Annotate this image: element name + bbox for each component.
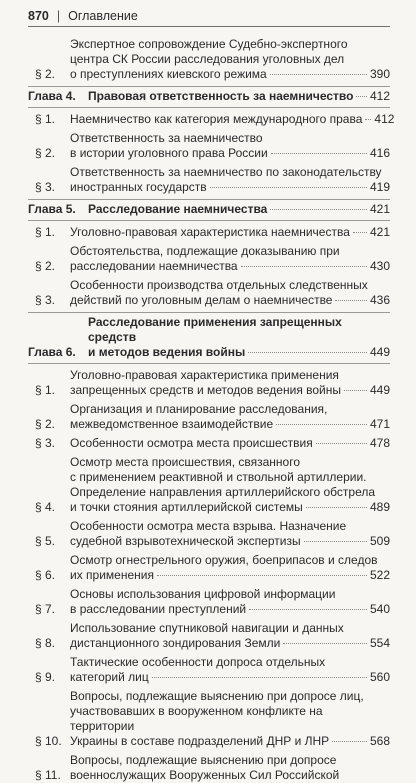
section-entry: [35, 587, 390, 617]
section-entry: [35, 165, 390, 195]
entry-title-last-line: [88, 202, 390, 217]
entry-title-line: Правовая ответственность за наемничество: [88, 89, 354, 103]
section-label: § 2.: [35, 259, 56, 273]
entry-title-line: запрещенных средств и методов ведения войны: [70, 383, 342, 397]
entry-title: [70, 519, 390, 549]
running-title: Оглавление: [68, 9, 138, 23]
dot-leader: [276, 424, 367, 425]
chapter-entry: [28, 199, 390, 221]
page-ref: 449: [369, 345, 390, 359]
entry-title: [88, 315, 390, 360]
entry-title: [70, 553, 390, 583]
section-entry: [35, 621, 390, 651]
dot-leader: [210, 187, 367, 188]
entry-title-line: военнослужащих Вооруженных Сил Российской: [70, 768, 340, 782]
entry-title-last-line: [70, 636, 390, 651]
entry-title-last-line: [70, 225, 390, 240]
page-ref: 412: [369, 89, 390, 103]
entry-title-line: Расследование наемничества: [88, 202, 268, 216]
entry-title-last-line: [70, 259, 390, 274]
page-ref: 430: [369, 259, 390, 273]
section-entry: [35, 368, 390, 398]
chapter-label: Глава 5.: [28, 202, 76, 216]
entry-title-line: Уголовно-правовая характеристика наемничества: [70, 225, 350, 239]
entry-title-line: Осмотр огнестрельного оружия, боеприпасов и следов: [70, 553, 378, 567]
page-ref: 416: [369, 146, 390, 160]
entry-title-last-line: [70, 670, 390, 685]
section-label: § 4.: [35, 500, 56, 514]
section-label: § 3.: [35, 436, 56, 450]
section-entry: [35, 225, 390, 240]
page-ref: 478: [369, 436, 390, 450]
section-label: § 3.: [35, 293, 56, 307]
entry-title-line: о преступлениях киевского режима: [70, 67, 267, 81]
dot-leader: [270, 74, 367, 75]
entry-title-line: Обстоятельства, подлежащие доказыванию при: [70, 244, 340, 258]
section-label: § 8.: [35, 636, 56, 650]
page-ref: 489: [369, 500, 390, 514]
entry-title: [70, 455, 390, 515]
entry-title-last-line: [88, 89, 390, 104]
entry-title-last-line: [70, 534, 390, 549]
dot-leader: [270, 209, 367, 210]
entry-title-line: Особенности осмотра места взрыва. Назначение: [70, 519, 347, 533]
dot-leader: [304, 541, 367, 542]
section-entry: [35, 655, 390, 685]
entry-title: [70, 402, 390, 432]
entry-title: [70, 436, 390, 451]
page-ref: 421: [369, 225, 390, 239]
page-ref: 390: [369, 67, 390, 81]
entry-title-line: в расследовании преступлений: [70, 602, 247, 616]
section-label: § 2.: [35, 417, 56, 431]
entry-title: [70, 587, 390, 617]
entry-title-line: Ответственность за наемничество по законодательству: [70, 165, 382, 179]
section-label: § 2.: [35, 67, 56, 81]
entry-title: [70, 278, 390, 308]
entry-title-line: и точки стояния артиллерийской системы: [70, 500, 303, 514]
dot-leader: [344, 390, 367, 391]
entry-title: [88, 202, 390, 217]
entry-title-line: дистанционного зондирования Земли: [70, 636, 281, 650]
entry-title-line: действий по уголовным делам о наемничестве: [70, 293, 333, 307]
section-label: § 10.: [35, 734, 62, 748]
page-ref: 419: [369, 180, 390, 194]
page-ref: 568: [369, 734, 390, 748]
dot-leader: [271, 153, 367, 154]
section-label: § 1.: [35, 112, 56, 126]
section-label: § 5.: [35, 534, 56, 548]
section-entry: [35, 689, 390, 749]
entry-title-line: иностранных государств: [70, 180, 207, 194]
entry-title: [70, 621, 390, 651]
entry-title-line: Вопросы, подлежащие выяснению при допросе лиц,: [70, 689, 364, 703]
entry-title-line: и методов ведения войны: [88, 345, 246, 359]
table-of-contents: [28, 37, 395, 783]
entry-title-last-line: [70, 112, 394, 127]
dot-leader: [241, 266, 367, 267]
section-label: § 1.: [35, 225, 56, 239]
page-ref: 509: [369, 534, 390, 548]
entry-title: [70, 112, 394, 127]
section-entry: [35, 244, 390, 274]
dot-leader: [365, 119, 371, 120]
dot-leader: [316, 443, 367, 444]
entry-title: [70, 165, 390, 195]
entry-title-line: Осмотр места происшествия, связанного: [70, 455, 301, 469]
section-label: § 9.: [35, 670, 56, 684]
entry-title-last-line: [88, 345, 390, 360]
page-ref: 540: [369, 602, 390, 616]
section-label: § 3.: [35, 180, 56, 194]
dot-leader: [157, 575, 367, 576]
entry-title-line: участвовавших в вооруженном конфликте на территории: [70, 704, 323, 733]
entry-title-line: Особенности осмотра места происшествия: [70, 436, 313, 450]
dot-leader: [353, 232, 367, 233]
entry-title-line: Особенности производства отдельных следственных: [70, 278, 368, 292]
page-ref: 421: [369, 202, 390, 216]
entry-title-line: в истории уголовного права России: [70, 146, 268, 160]
entry-title-line: межведомственное взаимодействие: [70, 417, 274, 431]
page-ref: 560: [369, 670, 390, 684]
entry-title-line: Вопросы, подлежащие выяснению при допросе: [70, 753, 337, 767]
page-number: 870: [28, 9, 49, 23]
entry-title-line: Организация и планирование расследования,: [70, 402, 328, 416]
section-entry: [35, 519, 390, 549]
dot-leader: [283, 643, 367, 644]
page-ref: 436: [369, 293, 390, 307]
entry-title: [70, 689, 390, 749]
entry-title-last-line: [70, 67, 390, 82]
entry-title: [70, 244, 390, 274]
entry-title: [70, 37, 390, 82]
entry-title-line: Украины в составе подразделений ДНР и ЛНР: [70, 734, 330, 748]
entry-title-line: Основы использования цифровой информации: [70, 587, 336, 601]
header-separator: |: [56, 9, 61, 23]
entry-title: [70, 225, 390, 240]
section-entry: [35, 278, 390, 308]
entry-title-line: Использование спутниковой навигации и данных: [70, 621, 344, 635]
entry-title: [88, 89, 390, 104]
entry-title-last-line: [70, 602, 390, 617]
chapter-entry: [28, 86, 390, 108]
dot-leader: [356, 96, 366, 97]
entry-title-last-line: [70, 734, 390, 749]
chapter-label: Глава 6.: [28, 345, 76, 359]
dot-leader: [306, 507, 367, 508]
entry-title-last-line: [70, 568, 390, 583]
entry-title-line: Экспертное сопровождение Судебно-экспертного: [70, 37, 348, 51]
chapter-label: Глава 4.: [28, 89, 76, 103]
entry-title-line: расследовании наемничества: [70, 259, 238, 273]
entry-title: [70, 753, 390, 783]
section-entry: [35, 455, 390, 515]
section-label: § 6.: [35, 568, 56, 582]
entry-title-line: судебной взрывотехнической экспертизы: [70, 534, 301, 548]
section-entry: [35, 753, 390, 783]
page-ref: 471: [369, 417, 390, 431]
page-ref: 522: [369, 568, 390, 582]
entry-title-last-line: [70, 383, 390, 398]
page-ref: 412: [374, 112, 395, 126]
page-ref: 554: [369, 636, 390, 650]
section-entry: [35, 436, 390, 451]
entry-title-last-line: [70, 293, 390, 308]
entry-title-line: Определение направления артиллерийского обстрела: [70, 485, 376, 499]
section-label: § 2.: [35, 146, 56, 160]
entry-title-line: Наемничество как категория международного права: [70, 112, 363, 126]
dot-leader: [249, 609, 367, 610]
entry-title-last-line: [70, 436, 390, 451]
section-label: § 11.: [35, 768, 61, 782]
entry-title-line: Уголовно-правовая характеристика применения: [70, 368, 339, 382]
dot-leader: [332, 741, 367, 742]
entry-title-line: с применением реактивной и ствольной артиллерии.: [70, 470, 367, 484]
entry-title-last-line: [70, 768, 390, 783]
entry-title-line: категорий лиц: [70, 670, 149, 684]
entry-title-line: Тактические особенности допроса отдельных: [70, 655, 326, 669]
entry-title-line: Ответственность за наемничество: [70, 131, 263, 145]
section-entry: [35, 112, 395, 127]
dot-leader: [248, 352, 367, 353]
section-label: § 1.: [35, 383, 56, 397]
entry-title-last-line: [70, 146, 390, 161]
dot-leader: [152, 677, 367, 678]
page-ref: 449: [369, 383, 390, 397]
entry-title-line: их применения: [70, 568, 154, 582]
entry-title-last-line: [70, 417, 390, 432]
entry-title: [70, 131, 390, 161]
section-label: § 7.: [35, 602, 56, 616]
section-entry: [35, 402, 390, 432]
entry-title-line: Расследование применения запрещенных средств: [88, 315, 342, 344]
entry-title-last-line: [70, 500, 390, 515]
entry-title-last-line: [70, 180, 390, 195]
entry-title: [70, 655, 390, 685]
entry-title-line: центра СК России расследования уголовных дел: [70, 52, 345, 66]
entry-title: [70, 368, 390, 398]
section-entry: [35, 553, 390, 583]
page-header: [28, 0, 390, 27]
dot-leader: [335, 300, 366, 301]
chapter-entry: [28, 312, 390, 364]
section-entry: [35, 37, 390, 82]
section-entry: [35, 131, 390, 161]
